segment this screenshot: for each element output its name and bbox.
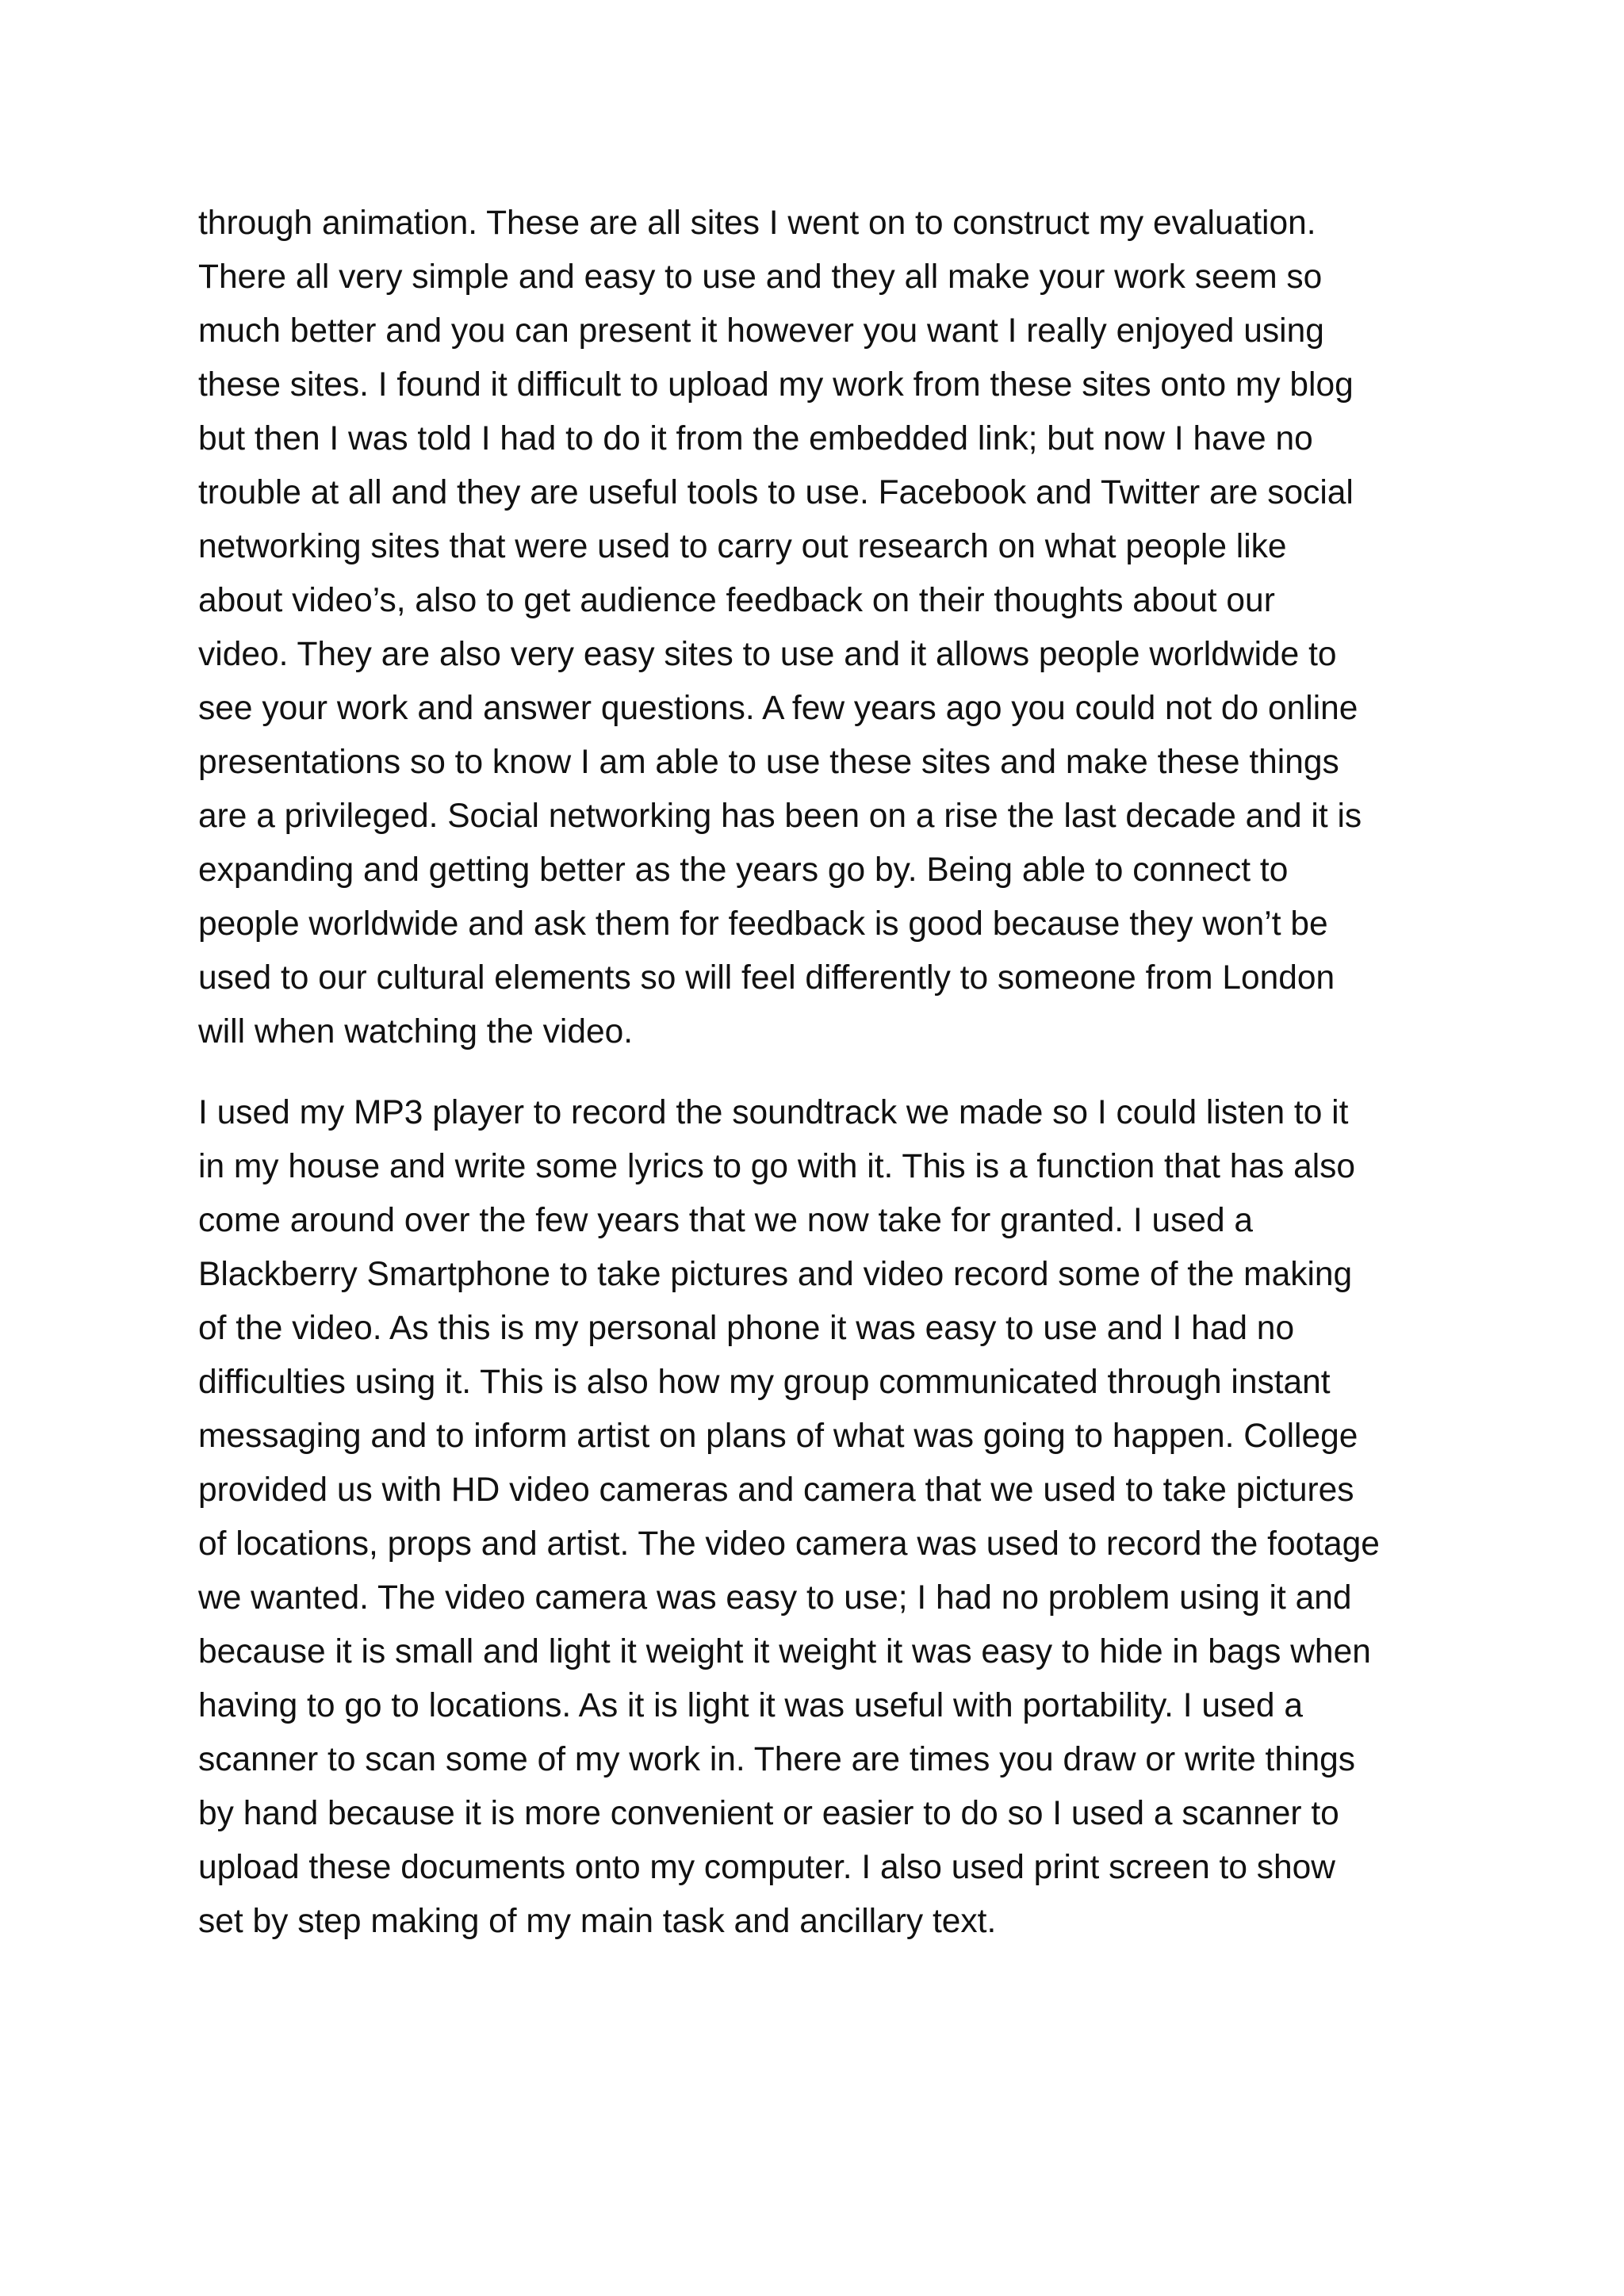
paragraph-line: upload these documents onto my computer. I also used print screen to show bbox=[198, 1849, 1336, 1886]
paragraph-line: much better and you can present it however you want I really enjoyed using bbox=[198, 312, 1324, 350]
paragraph-line: There all very simple and easy to use and they all make your work seem so bbox=[198, 258, 1323, 296]
paragraph-line: presentations so to know I am able to use these sites and make these things bbox=[198, 744, 1339, 781]
paragraph-line: by hand because it is more convenient or easier to do so I used a scanner to bbox=[198, 1795, 1339, 1832]
paragraph-line: see your work and answer questions. A few years ago you could not do online bbox=[198, 690, 1358, 727]
paragraph-line: scanner to scan some of my work in. There are times you draw or write things bbox=[198, 1741, 1355, 1778]
paragraph-1 bbox=[198, 197, 1451, 1059]
document-body bbox=[198, 197, 1451, 1949]
paragraph-line: will when watching the video. bbox=[198, 1013, 634, 1050]
paragraph-line: trouble at all and they are useful tools to use. Facebook and Twitter are social bbox=[198, 474, 1354, 511]
paragraph-line: provided us with HD video cameras and camera that we used to take pictures bbox=[198, 1471, 1354, 1509]
paragraph-line: through animation. These are all sites I went on to construct my evaluation. bbox=[198, 205, 1316, 242]
paragraph-line: these sites. I found it difficult to upload my work from these sites onto my blog bbox=[198, 366, 1354, 404]
paragraph-line: come around over the few years that we now take for granted. I used a bbox=[198, 1202, 1254, 1239]
paragraph-line: messaging and to inform artist on plans of what was going to happen. College bbox=[198, 1418, 1358, 1455]
paragraph-line: about video’s, also to get audience feedback on their thoughts about our bbox=[198, 582, 1275, 619]
paragraph-line: video. They are also very easy sites to use and it allows people worldwide to bbox=[198, 636, 1337, 673]
paragraph-line: but then I was told I had to do it from the embedded link; but now I have no bbox=[198, 420, 1313, 457]
paragraph-line: set by step making of my main task and ancillary text. bbox=[198, 1903, 997, 1940]
paragraph-line: of locations, props and artist. The video camera was used to record the footage bbox=[198, 1525, 1380, 1563]
paragraph-line: in my house and write some lyrics to go with it. This is a function that has also bbox=[198, 1148, 1356, 1185]
paragraph-line: used to our cultural elements so will feel differently to someone from London bbox=[198, 959, 1335, 997]
paragraph-line: having to go to locations. As it is light it was useful with portability. I used a bbox=[198, 1687, 1303, 1724]
paragraph-line: people worldwide and ask them for feedback is good because they won’t be bbox=[198, 905, 1328, 943]
paragraph-line: we wanted. The video camera was easy to use; I had no problem using it and bbox=[198, 1579, 1352, 1617]
paragraph-line: difficulties using it. This is also how my group communicated through instant bbox=[198, 1364, 1331, 1401]
paragraph-2 bbox=[198, 1086, 1451, 1949]
paragraph-line: I used my MP3 player to record the soundtrack we made so I could listen to it bbox=[198, 1094, 1349, 1131]
paragraph-line: are a privileged. Social networking has been on a rise the last decade and it is bbox=[198, 798, 1362, 835]
paragraph-line: because it is small and light it weight it weight it was easy to hide in bags when bbox=[198, 1633, 1371, 1670]
paragraph-line: of the video. As this is my personal phone it was easy to use and I had no bbox=[198, 1310, 1295, 1347]
paragraph-line: networking sites that were used to carry out research on what people like bbox=[198, 528, 1287, 565]
paragraph-line: Blackberry Smartphone to take pictures and video record some of the making bbox=[198, 1256, 1353, 1293]
paragraph-line: expanding and getting better as the years go by. Being able to connect to bbox=[198, 851, 1289, 889]
